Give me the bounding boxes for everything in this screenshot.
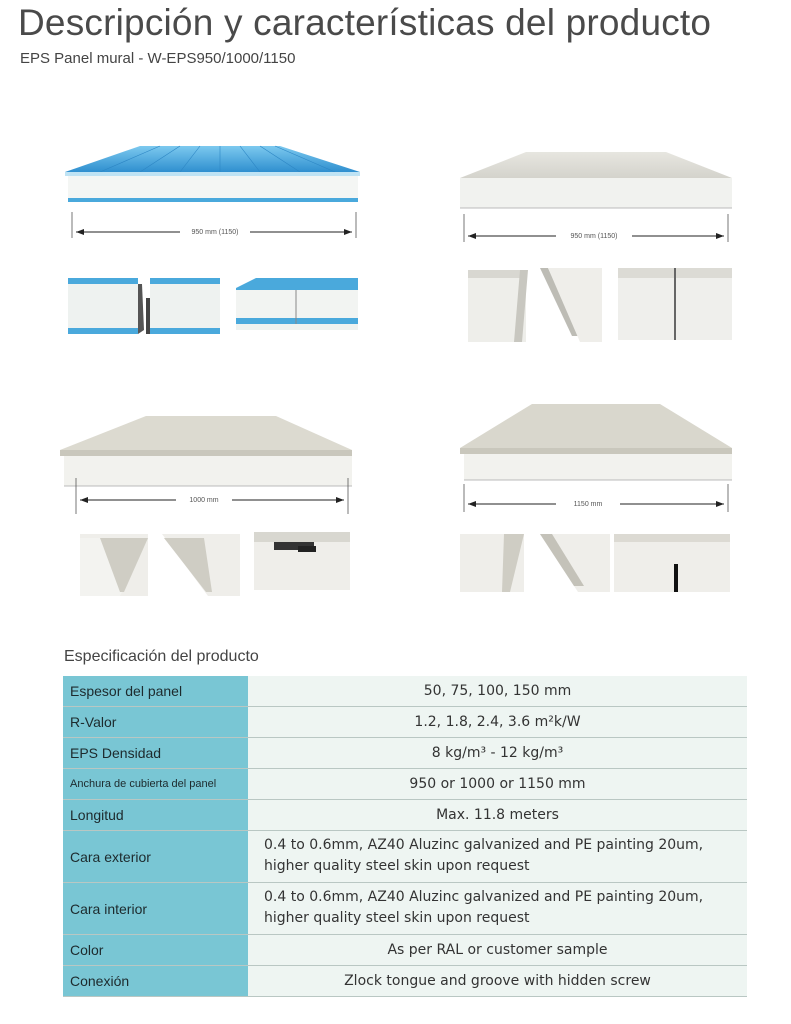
- table-row: [63, 707, 747, 738]
- spec-value: 950 or 1000 or 1150 mm: [248, 769, 747, 800]
- joint-detail-1000-1: [80, 534, 240, 596]
- joint-detail-blue-2: [236, 278, 358, 336]
- spec-value: 0.4 to 0.6mm, AZ40 Aluzinc galvanized and PE painting 20um, higher quality steel skin upon request: [248, 883, 747, 935]
- table-row: [63, 769, 747, 800]
- joint-detail-1150-1: [460, 534, 610, 592]
- dimension-label: 1000 mm: [189, 497, 219, 504]
- spec-label: Espesor del panel: [63, 676, 248, 707]
- page-title: Descripción y características del producto: [18, 2, 712, 43]
- spec-value: 1.2, 1.8, 2.4, 3.6 m²k/W: [248, 707, 747, 738]
- spec-label: Anchura de cubierta del panel: [63, 769, 248, 800]
- spec-value: Max. 11.8 meters: [248, 800, 747, 831]
- table-row: [63, 831, 747, 883]
- panel-diagram-1000: [56, 412, 358, 518]
- spec-label: Color: [63, 935, 248, 966]
- spec-value: 0.4 to 0.6mm, AZ40 Aluzinc galvanized and PE painting 20um, higher quality steel skin upon request: [248, 831, 747, 883]
- table-row: [63, 738, 747, 769]
- dimension-label: 1150 mm: [573, 501, 603, 508]
- table-row: [63, 800, 747, 831]
- joint-detail-white-1: [468, 266, 602, 342]
- panel-diagram-white: [456, 148, 740, 248]
- panel-diagram-blue: [60, 138, 370, 243]
- joint-detail-1150-2: [614, 534, 730, 592]
- table-row: [63, 966, 747, 997]
- table-row: [63, 883, 747, 935]
- dimension-label: 950 mm (1150): [191, 229, 239, 236]
- spec-table: [63, 676, 747, 997]
- table-row: [63, 676, 747, 707]
- panel-diagram-1150: [456, 400, 736, 518]
- joint-detail-blue-1: [68, 278, 220, 340]
- joint-detail-1000-2: [254, 532, 350, 590]
- spec-heading: Especificación del producto: [64, 648, 259, 665]
- spec-label: Conexión: [63, 966, 248, 997]
- joint-detail-white-2: [618, 268, 732, 340]
- spec-value: 8 kg/m³ - 12 kg/m³: [248, 738, 747, 769]
- spec-label: R-Valor: [63, 707, 248, 738]
- spec-label: Longitud: [63, 800, 248, 831]
- page-subtitle: EPS Panel mural - W-EPS950/1000/1150: [20, 50, 296, 67]
- spec-value: Zlock tongue and groove with hidden screw: [248, 966, 747, 997]
- dimension-label: 950 mm (1150): [570, 233, 618, 240]
- spec-value: 50, 75, 100, 150 mm: [248, 676, 747, 707]
- spec-value: As per RAL or customer sample: [248, 935, 747, 966]
- spec-label: Cara exterior: [63, 831, 248, 883]
- spec-label: EPS Densidad: [63, 738, 248, 769]
- spec-label: Cara interior: [63, 883, 248, 935]
- table-row: [63, 935, 747, 966]
